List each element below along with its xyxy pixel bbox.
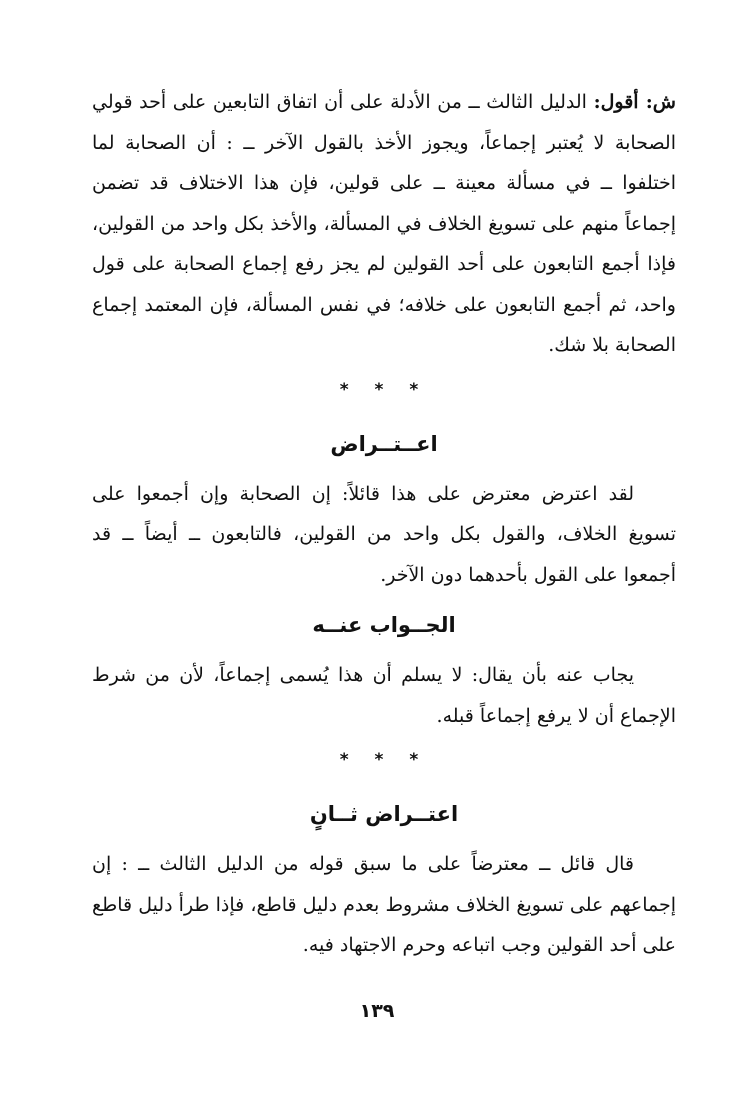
paragraph-1-lead: ش: أقول: — [593, 91, 676, 113]
paragraph-4: قال قائل ــ معترضاً على ما سبق قوله من الدليل الثالث ــ : إن إجماعهم على تسويغ الخلاف مشروط بعدم دليل قاطع، فإذا طرأ دليل قاطع على أحد القولين وجب اتباعه وحرم الاجتهاد فيه. — [92, 853, 676, 956]
paragraph-1 — [92, 82, 676, 366]
section-heading-objection: اعــتــراض — [330, 431, 438, 456]
separator-stars-2: * * * — [339, 750, 429, 770]
paragraph-3: يجاب عنه بأن يقال: لا يسلم أن هذا يُسمى إجماعاً، لأن من شرط الإجماع أن لا يرفع إجماعاً قبله. — [92, 664, 676, 727]
section-heading-second-objection: اعتــراض ثــانٍ — [309, 802, 459, 826]
paragraph-1-text: الدليل الثالث ــ من الأدلة على أن اتفاق التابعين على أحد قولي الصحابة لا يُعتبر إجماعاً، ويجوز الأخذ بالقول الآخر ــ : أن الصحابة لما اختلفوا ــ في مسألة معينة ــ على قولين، فإن هذا الاختلاف قد تضمن إجماعاً منهم على تسويغ الخلاف في المسألة، والأخذ بكل واحد من القولين، فإذا أجمع التابعون على أحد القولين لم يجز رفع إجماع الصحابة على قول واحد، ثم أجمع التابعون على خلافه؛ في نفس المسألة، فإن المعتمد إجماع الصحابة بلا شك. — [92, 91, 676, 356]
paragraph-2: لقد اعترض معترض على هذا قائلاً: إن الصحابة وإن أجمعوا على تسويغ الخلاف، والقول بكل واحد من القولين، فالتابعون ــ أيضاً ــ قد أجمعوا على القول بأحدهما دون الآخر. — [92, 482, 676, 586]
page-body — [92, 82, 676, 966]
separator-stars-1: * * * — [339, 379, 429, 400]
section-heading-answer: الجــواب عنــه — [312, 613, 456, 637]
page-number: ١٣٩ — [359, 1000, 395, 1022]
